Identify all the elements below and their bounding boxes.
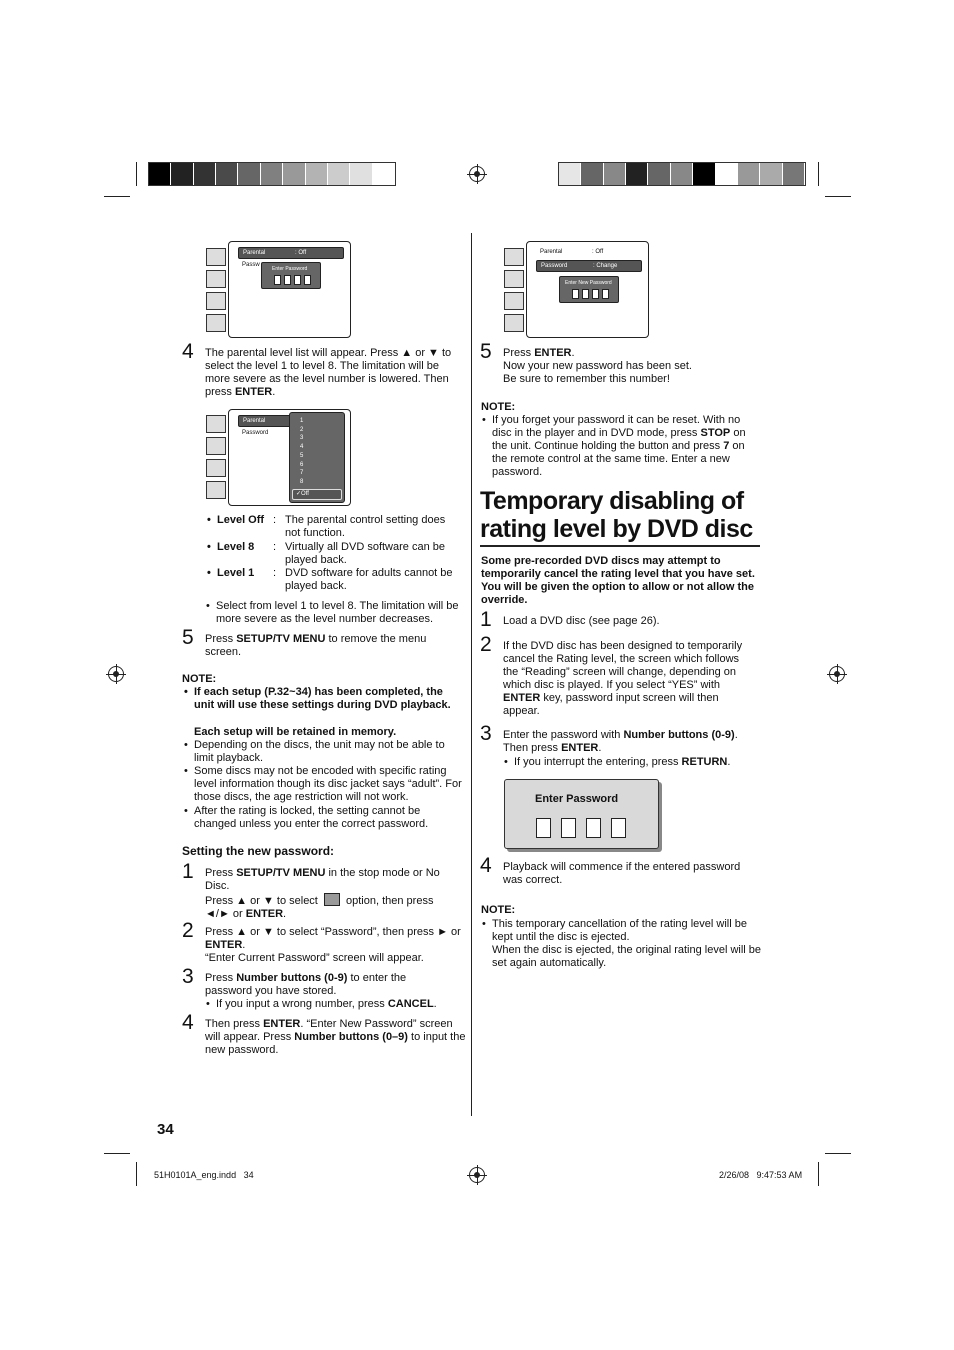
step-5-text xyxy=(205,633,455,659)
t: STOP xyxy=(700,427,731,439)
note-3: • Some discs may not be encoded with specific rating level information though its disc jacket says “adult”. For those discs, the age restriction will not work. xyxy=(194,765,466,804)
crop-mark xyxy=(104,196,130,197)
password-digit xyxy=(284,275,291,285)
t: ENTER xyxy=(503,692,541,704)
password-label: Passw xyxy=(242,262,260,268)
audio-icon xyxy=(206,292,226,310)
t: Number buttons (0-9) xyxy=(236,972,348,984)
t: ENTER xyxy=(534,347,572,359)
color-swatch xyxy=(238,163,260,185)
password-digit xyxy=(592,289,599,299)
color-swatch xyxy=(559,163,581,185)
step-number: 1 xyxy=(182,860,194,883)
crop-mark xyxy=(825,1153,851,1154)
registration-mark-icon xyxy=(829,666,845,682)
level-1-desc: DVD software for adults cannot be played back. xyxy=(285,567,453,592)
color-swatch xyxy=(306,163,328,185)
note-1: • If each setup (P.32~34) has been completed, the unit will use these settings during DVD playback. xyxy=(194,686,462,712)
password-digit xyxy=(602,289,609,299)
password-row xyxy=(536,260,642,272)
password-digit[interactable] xyxy=(611,818,626,838)
t-step-3-bullet: • If you interrupt the entering, press RETURN. xyxy=(514,756,760,769)
t-step-2 xyxy=(503,640,757,718)
t: If the DVD disc has been designed to temporarily cancel the Rating level, the screen which follows the “Reading” screen will change, depending on which disc is played. If you select “YES” with xyxy=(503,640,743,691)
color-swatch xyxy=(328,163,350,185)
password-digit[interactable] xyxy=(561,818,576,838)
level-item[interactable]: 6 xyxy=(300,461,304,468)
t: Press xyxy=(205,972,234,984)
t: Press xyxy=(205,867,234,879)
step-number: 4 xyxy=(480,854,492,877)
color-strip-left xyxy=(148,162,396,186)
t: Then press xyxy=(503,742,559,754)
heading-rule xyxy=(480,545,760,547)
level-item[interactable]: 1 xyxy=(300,418,304,424)
color-swatch xyxy=(373,163,395,185)
t: in the stop mode or No Disc. xyxy=(205,867,440,892)
level-items xyxy=(300,417,303,487)
menu-screen-new-password xyxy=(526,241,649,338)
color-swatch xyxy=(693,163,715,185)
menu-icons xyxy=(504,248,526,336)
crop-mark xyxy=(825,196,851,197)
t: to enter the password you have stored. xyxy=(205,972,407,997)
password-dialog xyxy=(261,262,321,289)
registration-mark-icon xyxy=(469,1167,485,1183)
t: ◄/► or xyxy=(205,908,243,920)
t: ENTER xyxy=(263,1018,301,1030)
t: key, password input screen will then appear. xyxy=(503,692,719,717)
footer-file: 51H0101A_eng.indd 34 xyxy=(154,1170,254,1180)
page-number: 34 xyxy=(157,1121,174,1138)
level-8-desc: Virtually all DVD software can be played back. xyxy=(285,541,445,566)
t: Press ▲ or ▼ to select “Password”, then press ► or xyxy=(205,926,461,938)
level-list xyxy=(289,412,345,503)
footer-timestamp: 2/26/08 9:47:53 AM xyxy=(719,1170,803,1180)
parental-row xyxy=(238,415,292,427)
r-step-5: Press ENTER. Now your new password has been set. Be sure to remember this number! xyxy=(503,347,692,385)
t-step-3: Enter the password with Number buttons (0-9). Then press ENTER. xyxy=(503,729,738,754)
pw-step-1: Press SETUP/TV MENU in the stop mode or No Disc. Press ▲ or ▼ to select option, then press ◄/► or ENTER. xyxy=(205,867,440,920)
audio-icon xyxy=(504,292,524,310)
password-digit xyxy=(582,289,589,299)
note-title: NOTE: xyxy=(481,904,516,916)
parental-row xyxy=(238,247,344,259)
parental-lock-icon xyxy=(206,314,226,332)
t: 7 xyxy=(723,440,730,452)
step-number: 3 xyxy=(182,965,194,988)
step-number: 5 xyxy=(480,340,492,363)
color-swatch xyxy=(261,163,283,185)
color-strip-right xyxy=(558,162,806,186)
t: If you forget your password it can be reset. With no disc in the player and in DVD mode, press xyxy=(492,414,741,439)
color-swatch xyxy=(194,163,216,185)
t: Number buttons (0-9) xyxy=(623,729,735,741)
t: SETUP/TV MENU xyxy=(236,633,326,645)
dialog-title: Enter Password xyxy=(535,793,619,805)
parental-label: Parental xyxy=(243,250,266,256)
t: Enter the password with xyxy=(503,729,621,741)
password-value: : Change xyxy=(593,263,618,269)
menu-screen-enter-password xyxy=(228,241,351,338)
t: option, then press xyxy=(346,895,434,907)
t: to input the new password. xyxy=(205,1031,466,1056)
step-number: 2 xyxy=(182,919,194,942)
level-item[interactable]: 4 xyxy=(300,444,304,451)
step-number: 4 xyxy=(182,1011,194,1034)
color-swatch xyxy=(350,163,372,185)
t: Be sure to remember this number! xyxy=(503,373,670,385)
password-digit[interactable] xyxy=(586,818,601,838)
password-dialog xyxy=(559,276,619,303)
menu-icons xyxy=(206,248,228,336)
password-label: Password xyxy=(541,263,568,269)
password-digit xyxy=(294,275,301,285)
select-note: • Select from level 1 to level 8. The limitation will be more severe as the level number decreases. xyxy=(216,600,464,626)
section-heading: Temporary disabling of rating level by DVD disc xyxy=(480,487,753,543)
t: ENTER xyxy=(561,742,599,754)
language-icon xyxy=(504,248,524,266)
level-1-name: • Level 1 xyxy=(217,567,254,580)
setting-password-title: Setting the new password: xyxy=(182,844,335,858)
color-swatch xyxy=(216,163,238,185)
level-off-name: • Level Off xyxy=(217,514,264,527)
step-4-text: The parental level list will appear. Press ▲ or ▼ to select the level 1 to level 8. The limitation will be more severe as the level number is lowered. Then press ENTER. xyxy=(205,347,452,398)
password-label: Password xyxy=(242,430,269,436)
t: to remove the menu screen. xyxy=(205,633,427,658)
t: Press xyxy=(205,633,234,645)
color-swatch xyxy=(149,163,171,185)
color-swatch xyxy=(604,163,626,185)
step-4-body: The parental level list will appear. Press ▲ or ▼ to select the level 1 to level 8. The limitation will be more severe as the level number is lowered. Then press xyxy=(205,347,452,398)
r-note-2a: • This temporary cancellation of the rating level will be kept until the disc is ejected. xyxy=(492,918,760,944)
t: Press ▲ or ▼ to select xyxy=(205,895,318,907)
enter-password-dialog xyxy=(504,779,659,849)
pw-step-3-bullet: • If you input a wrong number, press CANCEL. xyxy=(216,998,466,1011)
password-digit xyxy=(274,275,281,285)
pw-step-3 xyxy=(205,972,445,998)
note-title: NOTE: xyxy=(182,673,217,685)
parental-lock-icon xyxy=(324,893,340,906)
color-swatch xyxy=(626,163,648,185)
display-icon xyxy=(206,437,226,455)
crop-mark xyxy=(104,1153,130,1154)
pw-step-4 xyxy=(205,1018,467,1057)
registration-mark-icon xyxy=(469,166,485,182)
color-swatch xyxy=(716,163,738,185)
step-number: 3 xyxy=(480,722,492,745)
t: Number buttons (0–9) xyxy=(294,1031,408,1043)
level-off-desc: The parental control setting does not function. xyxy=(285,514,446,539)
level-off-label: Off xyxy=(301,491,309,497)
t-step-4: Playback will commence if the entered password was correct. xyxy=(503,861,741,886)
t-step-1: Load a DVD disc (see page 26). xyxy=(503,615,660,627)
note-title: NOTE: xyxy=(481,401,516,413)
step-4-enter: ENTER xyxy=(234,386,273,398)
sep: : xyxy=(273,541,277,553)
color-swatch xyxy=(648,163,670,185)
dialog-title: Enter Password xyxy=(272,266,308,272)
sep: : xyxy=(273,567,277,579)
level-item[interactable]: 2 xyxy=(300,426,304,433)
note-2: • Depending on the discs, the unit may not be able to limit playback. xyxy=(194,739,466,765)
t: RETURN xyxy=(681,756,728,768)
level-item[interactable]: 3 xyxy=(300,435,304,442)
level-item[interactable]: 8 xyxy=(300,478,304,485)
pw-step-2: Press ▲ or ▼ to select “Password”, then press ► or ENTER. “Enter Current Password” screen will appear. xyxy=(205,926,461,964)
crop-mark xyxy=(136,162,137,186)
display-icon xyxy=(504,270,524,288)
dialog-title: Enter New Password xyxy=(565,280,612,286)
audio-icon xyxy=(206,459,226,477)
parental-label: Parental xyxy=(243,418,266,424)
level-8-name: • Level 8 xyxy=(217,541,254,554)
level-off-option[interactable]: ✓Off xyxy=(292,489,342,500)
t: on the remote control at the same time. Enter a new password. xyxy=(492,440,745,478)
registration-mark-icon xyxy=(108,666,124,682)
color-swatch xyxy=(760,163,782,185)
language-icon xyxy=(206,415,226,433)
column-divider xyxy=(471,233,472,1116)
color-swatch xyxy=(671,163,693,185)
parental-lock-icon xyxy=(504,314,524,332)
t: If you interrupt the entering, press xyxy=(514,756,679,768)
note-4: • After the rating is locked, the setting cannot be changed unless you enter the correct password. xyxy=(194,805,456,831)
display-icon xyxy=(206,270,226,288)
t: Press xyxy=(503,347,532,359)
intro-text: Some pre-recorded DVD discs may attempt to temporarily cancel the rating level that you have set. You will be given the option to allow or not allow the override. xyxy=(481,555,755,606)
parental-lock-icon xyxy=(206,481,226,499)
parental-value: : Off xyxy=(295,250,307,256)
level-item[interactable]: 7 xyxy=(300,470,304,477)
color-swatch xyxy=(783,163,805,185)
menu-screen-level-list xyxy=(228,409,351,506)
t: If you input a wrong number, press xyxy=(216,998,385,1010)
parental-label: Parental xyxy=(540,249,563,255)
color-swatch xyxy=(738,163,760,185)
t: . “Enter New Password” screen will appear. Press xyxy=(205,1018,453,1043)
color-swatch xyxy=(283,163,305,185)
password-digit xyxy=(304,275,311,285)
t: ENTER xyxy=(205,939,243,951)
step-number: 4 xyxy=(182,340,194,363)
password-digit xyxy=(572,289,579,299)
parental-value: : Off xyxy=(592,249,604,255)
language-icon xyxy=(206,248,226,266)
step-number: 2 xyxy=(480,633,492,656)
crop-mark xyxy=(818,162,819,186)
password-digit[interactable] xyxy=(536,818,551,838)
menu-icons xyxy=(206,415,228,503)
note-1b: Each setup will be retained in memory. xyxy=(194,726,397,738)
step-number: 5 xyxy=(182,626,194,649)
t: Now your new password has been set. xyxy=(503,360,692,372)
crop-mark xyxy=(818,1162,819,1186)
t: CANCEL xyxy=(387,998,434,1010)
t: SETUP/TV MENU xyxy=(236,867,326,879)
t: ENTER xyxy=(245,908,284,920)
level-item[interactable]: 5 xyxy=(300,452,304,459)
crop-mark xyxy=(136,1162,137,1186)
sep: : xyxy=(273,514,277,526)
t: on the unit. Continue holding the button and press xyxy=(492,427,746,452)
r-note-2b: When the disc is ejected, the original rating level will be set again automatically. xyxy=(492,944,762,969)
color-swatch xyxy=(581,163,603,185)
step-number: 1 xyxy=(480,608,492,631)
t: Then press xyxy=(205,1018,261,1030)
r-note-1 xyxy=(492,414,760,479)
color-swatch xyxy=(171,163,193,185)
t: “Enter Current Password” screen will appear. xyxy=(205,952,424,964)
